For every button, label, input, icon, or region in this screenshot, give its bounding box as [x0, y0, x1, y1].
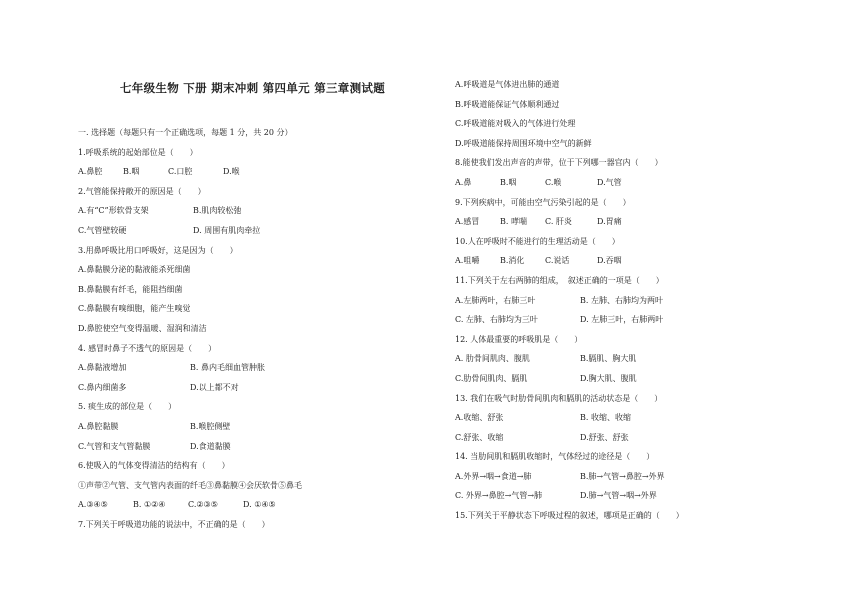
question-2: 2.气管能保持敞开的原因是（ ） — [78, 186, 206, 196]
options-row — [78, 358, 408, 378]
option-a: A.收缩、舒张 — [455, 413, 504, 423]
options-row — [455, 467, 755, 487]
question-4: 4. 感冒时鼻子不透气的原因是（ ） — [78, 343, 217, 353]
left-column — [78, 123, 408, 534]
option-a: A.③④⑤ — [78, 500, 108, 510]
options-row — [78, 201, 408, 221]
option-a: A.鼻黏液增加 — [78, 363, 127, 373]
option-c: C.鼻黏膜有嗅细胞，能产生嗅觉 — [78, 304, 191, 314]
question-6: 6.使吸入的气体变得清洁的结构有（ ） — [78, 461, 230, 471]
question-1: 1.呼吸系统的起始部位是（ ） — [78, 147, 198, 157]
option-b: B.喉腔侧壁 — [190, 421, 231, 431]
question-15: 15.下列关于平静状态下呼吸过程的叙述，哪项是正确的（ ） — [455, 511, 684, 521]
option-b: B.肌肉较松弛 — [193, 206, 242, 216]
option-d: D. ①④⑤ — [243, 500, 276, 510]
option-c: C. 肝炎 — [545, 217, 572, 227]
option-c: C.肋骨间肌肉、膈肌 — [455, 373, 528, 383]
option-c: C.口腔 — [168, 167, 193, 177]
options-row — [455, 428, 755, 448]
options-row — [455, 251, 755, 271]
section-header: 一. 选择题（每题只有一个正确选项，每题 1 分，共 20 分） — [78, 128, 293, 137]
option-a: A.感冒 — [455, 217, 480, 227]
options-row — [78, 221, 408, 241]
option-b: B.消化 — [500, 256, 525, 266]
question-5: 5. 痰生成的部位是（ ） — [78, 402, 177, 412]
question-14: 14. 当肋间肌和膈肌收缩时，气体经过的途径是（ ） — [455, 452, 655, 462]
options-row — [78, 417, 408, 437]
option-c: C.呼吸道能对吸入的气体进行处理 — [455, 119, 576, 129]
option-d: D.鼻腔使空气变得温暖、湿润和清洁 — [78, 323, 207, 333]
option-a: A.鼻腔黏膜 — [78, 421, 119, 431]
option-d: D.呼吸道能保持周围环境中空气的新鲜 — [455, 138, 592, 148]
option-b: B.膈肌、胸大肌 — [580, 354, 637, 364]
option-a: A. 肋骨间肌肉、腹肌 — [455, 354, 530, 364]
options-row — [455, 310, 755, 330]
option-c: C.气管壁较硬 — [78, 225, 127, 235]
option-c: C. 外界→鼻腔→气管→肺 — [455, 491, 543, 501]
option-b: B. ①②④ — [133, 500, 166, 510]
question-9: 9.下列疾病中，可能由空气污染引起的是（ ） — [455, 197, 631, 207]
option-a: A.呼吸道是气体进出肺的通道 — [455, 80, 560, 89]
option-a: A.咀嚼 — [455, 256, 480, 266]
right-column — [455, 75, 755, 526]
option-d: D.食道黏膜 — [190, 441, 231, 451]
options-row — [455, 291, 755, 311]
options-row — [455, 212, 755, 232]
option-a: A.鼻腔 — [78, 167, 103, 177]
option-b: B.肺→气管→鼻腔→外界 — [580, 471, 665, 481]
options-row — [455, 486, 755, 506]
option-c: C. 左肺、右肺均为三叶 — [455, 315, 538, 325]
option-d: D. 周围有肌肉牵拉 — [193, 225, 261, 235]
option-b: B. 左肺、右肺均为两叶 — [580, 295, 663, 305]
page-title: 七年级生物 下册 期末冲刺 第四单元 第三章测试题 — [120, 81, 386, 95]
question-6-items: ①声带②气管、支气管内表面的纤毛③鼻黏膜④会厌软骨⑤鼻毛 — [78, 480, 302, 490]
question-7: 7.下列关于呼吸道功能的说法中，不正确的是（ ） — [78, 519, 270, 529]
option-d: D.以上都不对 — [190, 382, 239, 392]
question-11: 11.下列关于左右两肺的组成， 叙述正确的一项是（ ） — [455, 275, 664, 285]
option-a: A.有“C”形软骨支架 — [78, 206, 149, 216]
options-row — [455, 173, 755, 193]
option-b: B.呼吸道能保证气体顺利通过 — [455, 99, 560, 109]
option-d: D.舒张、舒张 — [580, 432, 629, 442]
option-b: B.咽 — [123, 167, 140, 177]
option-d: D.吞咽 — [597, 256, 622, 266]
option-b: B.鼻黏膜有纤毛，能阻挡细菌 — [78, 284, 183, 294]
option-a: A.左肺两叶，右肺三叶 — [455, 295, 536, 305]
option-b: B.咽 — [500, 177, 517, 187]
option-c: C.说话 — [545, 256, 570, 266]
option-d: D. 左肺三叶，右肺两叶 — [580, 315, 664, 325]
question-3: 3.用鼻呼吸比用口呼吸好，这是因为（ ） — [78, 245, 238, 255]
options-row — [78, 495, 408, 515]
option-d: D.喉 — [223, 167, 240, 177]
options-row — [78, 437, 408, 457]
option-b: B. 收缩、收缩 — [580, 413, 631, 423]
question-12: 12. 人体最重要的呼吸肌是（ ） — [455, 334, 583, 344]
option-d: D.胃痛 — [597, 217, 622, 227]
options-row — [455, 349, 755, 369]
option-d: D.肺→气管→咽→外界 — [580, 491, 657, 501]
options-row — [455, 408, 755, 428]
option-c: C.喉 — [545, 177, 562, 187]
question-13: 13. 我们在吸气时肋骨间肌肉和膈肌的活动状态是（ ） — [455, 393, 663, 403]
option-d: D.胸大肌、腹肌 — [580, 373, 637, 383]
option-c: C.②③⑤ — [188, 500, 218, 510]
question-10: 10.人在呼吸时不能进行的生理活动是（ ） — [455, 236, 620, 246]
options-row — [78, 162, 408, 182]
option-a: A.鼻黏膜分泌的黏液能杀死细菌 — [78, 265, 191, 275]
option-b: B. 鼻内毛细血管肿胀 — [190, 363, 265, 373]
options-row — [78, 378, 408, 398]
option-a: A.鼻 — [455, 177, 472, 187]
option-b: B. 哮喘 — [500, 217, 527, 227]
option-a: A.外界→咽→食道→肺 — [455, 471, 532, 481]
option-d: D.气管 — [597, 177, 622, 187]
options-row — [455, 369, 755, 389]
option-c: C.鼻内细菌多 — [78, 382, 127, 392]
option-c: C.气管和支气管黏膜 — [78, 441, 151, 451]
option-c: C.舒张、收缩 — [455, 432, 504, 442]
question-8: 8.能使我们发出声音的声带，位于下列哪一器官内（ ） — [455, 158, 663, 168]
